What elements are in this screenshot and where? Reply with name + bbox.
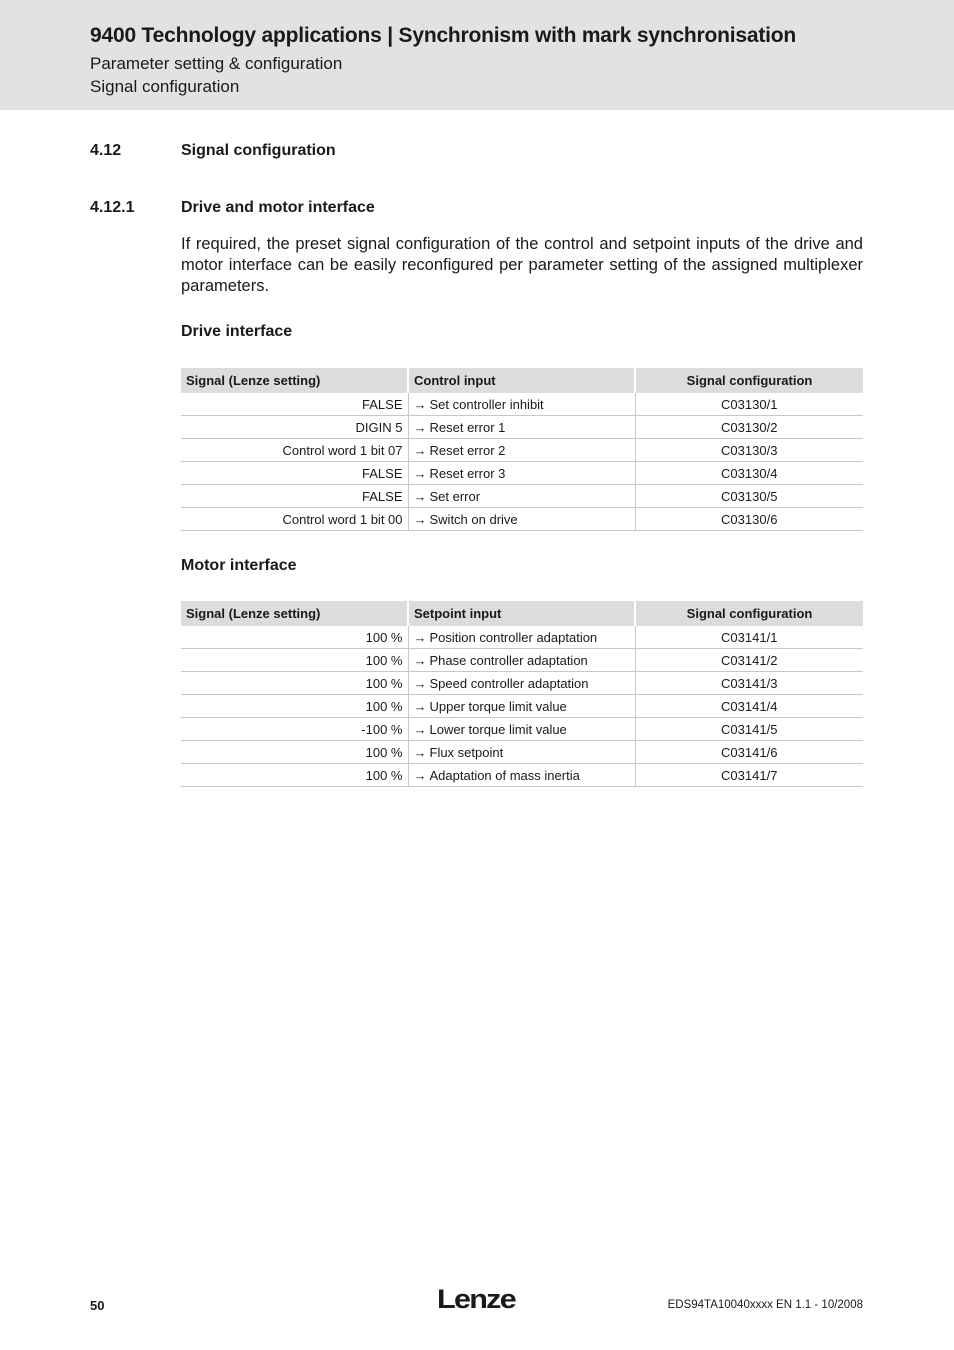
parameter-code: C03141/3 — [635, 672, 863, 695]
input-cell — [408, 416, 635, 439]
arrow-right-icon: → — [413, 629, 427, 645]
signal-value: 100 % — [181, 649, 408, 672]
input-label: Switch on drive — [429, 511, 518, 527]
input-label: Speed controller adaptation — [429, 675, 589, 691]
svg-text:Lenze: Lenze — [437, 1284, 517, 1314]
input-cell — [408, 485, 635, 508]
table-row — [181, 672, 863, 695]
signal-value: -100 % — [181, 718, 408, 741]
input-label: Reset error 1 — [429, 419, 506, 435]
table-header-row — [181, 601, 863, 626]
input-cell — [408, 718, 635, 741]
drive-interface-heading: Drive interface — [181, 323, 293, 340]
motor-interface-heading: Motor interface — [181, 557, 297, 574]
signal-value: 100 % — [181, 672, 408, 695]
table-row — [181, 508, 863, 531]
table-row — [181, 439, 863, 462]
intro-paragraph: If required, the preset signal configuration of the control and setpoint inputs of the drive and motor interface can be easily reconfigured per parameter setting of the assigned multiplexer parameters. — [181, 235, 863, 295]
input-cell — [408, 508, 635, 531]
table-row — [181, 718, 863, 741]
signal-value: 100 % — [181, 741, 408, 764]
input-label: Position controller adaptation — [429, 629, 598, 645]
arrow-right-icon: → — [413, 698, 427, 714]
input-label: Flux setpoint — [429, 744, 504, 760]
subsection-number: 4.12.1 — [90, 199, 135, 216]
arrow-right-icon: → — [413, 721, 427, 737]
arrow-right-icon: → — [413, 442, 427, 458]
chapter-subtitle: Parameter setting & configuration — [90, 54, 343, 73]
parameter-code: C03141/4 — [635, 695, 863, 718]
arrow-right-icon: → — [413, 396, 427, 412]
page-header — [0, 0, 954, 110]
arrow-right-icon: → — [413, 767, 427, 783]
input-cell — [408, 462, 635, 485]
arrow-right-icon: → — [413, 652, 427, 668]
column-header-setpoint-input: Setpoint input — [408, 601, 635, 626]
table-row — [181, 416, 863, 439]
parameter-code: C03141/7 — [635, 764, 863, 787]
subsection-title: Drive and motor interface — [181, 199, 375, 216]
input-cell — [408, 626, 635, 649]
input-label: Phase controller adaptation — [429, 652, 588, 668]
arrow-right-icon: → — [413, 419, 427, 435]
parameter-code: C03130/2 — [635, 416, 863, 439]
arrow-right-icon: → — [413, 511, 427, 527]
page-number: 50 — [90, 1298, 105, 1313]
parameter-code: C03130/3 — [635, 439, 863, 462]
table-row — [181, 741, 863, 764]
input-label: Reset error 3 — [429, 465, 506, 481]
section-subtitle: Signal configuration — [90, 77, 240, 96]
input-label: Lower torque limit value — [429, 721, 567, 737]
arrow-right-icon: → — [413, 675, 427, 691]
parameter-code: C03141/2 — [635, 649, 863, 672]
signal-value: Control word 1 bit 07 — [181, 439, 408, 462]
parameter-code: C03141/6 — [635, 741, 863, 764]
signal-value: Control word 1 bit 00 — [181, 508, 408, 531]
parameter-code: C03141/5 — [635, 718, 863, 741]
drive-interface-table — [181, 368, 863, 531]
signal-value: 100 % — [181, 626, 408, 649]
input-cell — [408, 695, 635, 718]
input-cell — [408, 741, 635, 764]
input-cell — [408, 393, 635, 416]
input-cell — [408, 764, 635, 787]
table-row — [181, 695, 863, 718]
signal-value: 100 % — [181, 695, 408, 718]
column-header-signal-configuration: Signal configuration — [635, 601, 863, 626]
table-row — [181, 626, 863, 649]
column-header-signal: Signal (Lenze setting) — [181, 601, 408, 626]
input-cell — [408, 672, 635, 695]
signal-value: 100 % — [181, 764, 408, 787]
input-cell — [408, 439, 635, 462]
input-label: Reset error 2 — [429, 442, 506, 458]
parameter-code: C03141/1 — [635, 626, 863, 649]
column-header-signal-configuration: Signal configuration — [635, 368, 863, 393]
document-title: 9400 Technology applications | Synchronism with mark synchronisation — [90, 24, 797, 47]
input-label: Set error — [429, 488, 481, 504]
parameter-code: C03130/4 — [635, 462, 863, 485]
input-cell — [408, 649, 635, 672]
arrow-right-icon: → — [413, 744, 427, 760]
parameter-code: C03130/5 — [635, 485, 863, 508]
table-row — [181, 485, 863, 508]
signal-value: FALSE — [181, 393, 408, 416]
table-row — [181, 649, 863, 672]
section-number: 4.12 — [90, 142, 122, 159]
table-row — [181, 393, 863, 416]
arrow-right-icon: → — [413, 488, 427, 504]
input-label: Adaptation of mass inertia — [429, 767, 580, 783]
arrow-right-icon: → — [413, 465, 427, 481]
document-id: EDS94TA10040xxxx EN 1.1 - 10/2008 — [667, 1299, 863, 1311]
input-label: Upper torque limit value — [429, 698, 567, 714]
lenze-logo — [437, 1284, 517, 1319]
motor-interface-table — [181, 601, 863, 787]
signal-value: FALSE — [181, 485, 408, 508]
signal-value: DIGIN 5 — [181, 416, 408, 439]
input-label: Set controller inhibit — [429, 396, 544, 412]
table-row — [181, 462, 863, 485]
signal-value: FALSE — [181, 462, 408, 485]
parameter-code: C03130/6 — [635, 508, 863, 531]
parameter-code: C03130/1 — [635, 393, 863, 416]
table-row — [181, 764, 863, 787]
table-header-row — [181, 368, 863, 393]
section-title: Signal configuration — [181, 142, 336, 159]
column-header-control-input: Control input — [408, 368, 635, 393]
column-header-signal: Signal (Lenze setting) — [181, 368, 408, 393]
